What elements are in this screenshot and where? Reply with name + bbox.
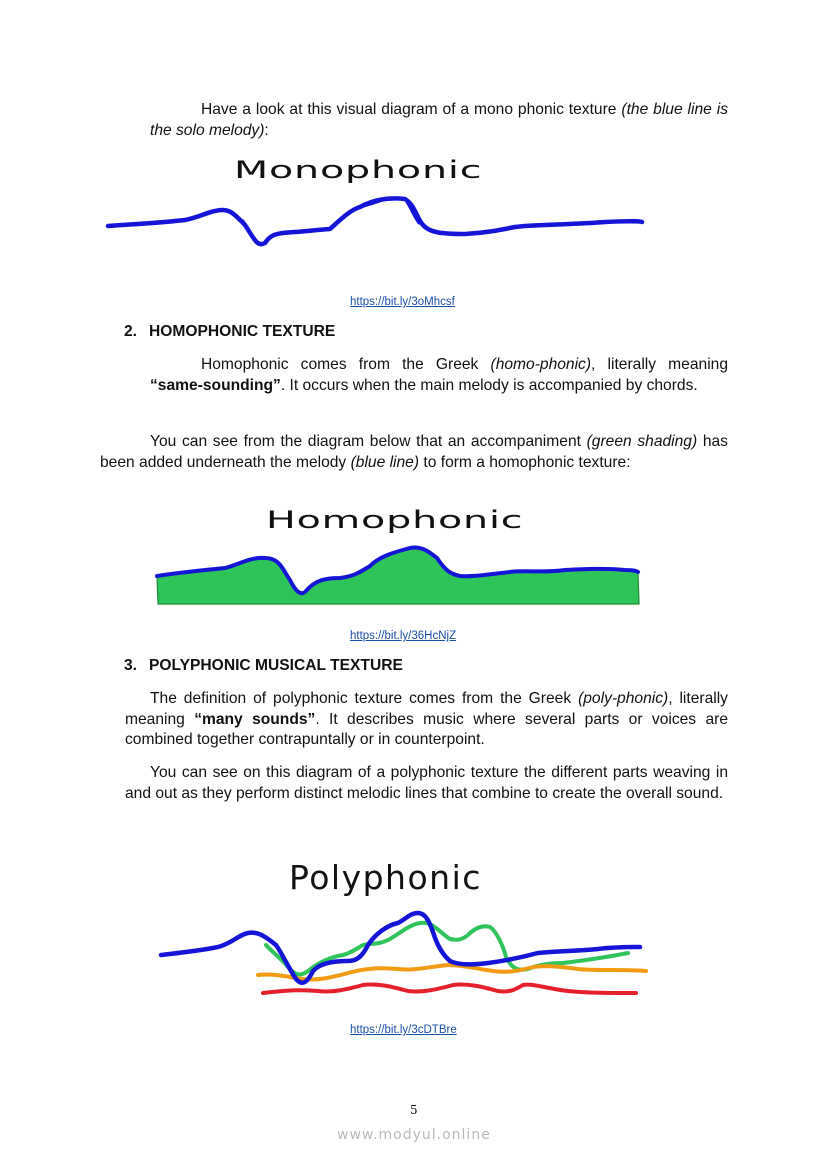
homophonic-source-link[interactable]: https://bit.ly/36HcNjZ — [350, 630, 457, 642]
blue-voice-line — [161, 913, 640, 983]
polyphonic-diagram — [158, 905, 658, 1015]
section-3-number: 3. — [124, 657, 138, 674]
section-2-title: HOMOPHONIC TEXTURE — [149, 323, 336, 340]
monophonic-diagram-title: Monophonic — [234, 156, 483, 184]
solo-melody-line — [108, 198, 642, 244]
homophonic-diagram-title: Homophonic — [266, 506, 524, 534]
polyphonic-source-link[interactable]: https://bit.ly/3cDTBre — [350, 1024, 457, 1036]
monophonic-diagram — [105, 185, 665, 265]
homophonic-diagram-intro: You can see from the diagram below that an accompaniment (green shading) has been added underneath the melody (blue line) to form a homophonic texture: — [100, 433, 728, 471]
section-2-number: 2. — [124, 323, 138, 340]
page-number: 5 — [410, 1103, 418, 1117]
red-voice-line — [263, 984, 636, 993]
polyphonic-diagram-intro: You can see on this diagram of a polyphonic texture the different parts weaving in and out as they perform distinct melodic lines that combine to create the overall sound. — [125, 764, 728, 802]
section-3-heading — [124, 657, 403, 675]
polyphonic-definition: The definition of polyphonic texture comes from the Greek (poly-phonic), literally meaning “many sounds”. It describes music where several parts or voices are combined together contrapuntally or in counterpoint. — [125, 690, 729, 748]
accompaniment-shading — [157, 547, 639, 604]
homophonic-diagram — [155, 540, 645, 610]
homophonic-definition: Homophonic comes from the Greek (homo-phonic), literally meaning “same-sounding”. It occurs when the main melody is accompanied by chords. — [150, 356, 728, 394]
watermark: www.modyul.online — [337, 1127, 491, 1143]
intro-paragraph: Have a look at this visual diagram of a mono phonic texture (the blue line is the solo melody): — [150, 101, 728, 139]
polyphonic-diagram-title: Polyphonic — [289, 858, 482, 897]
intro-italic: (the blue line is the solo melody) — [150, 101, 728, 139]
section-2-heading — [124, 323, 335, 341]
section-3-title: POLYPHONIC MUSICAL TEXTURE — [149, 657, 403, 674]
monophonic-source-link[interactable]: https://bit.ly/3oMhcsf — [350, 296, 455, 308]
